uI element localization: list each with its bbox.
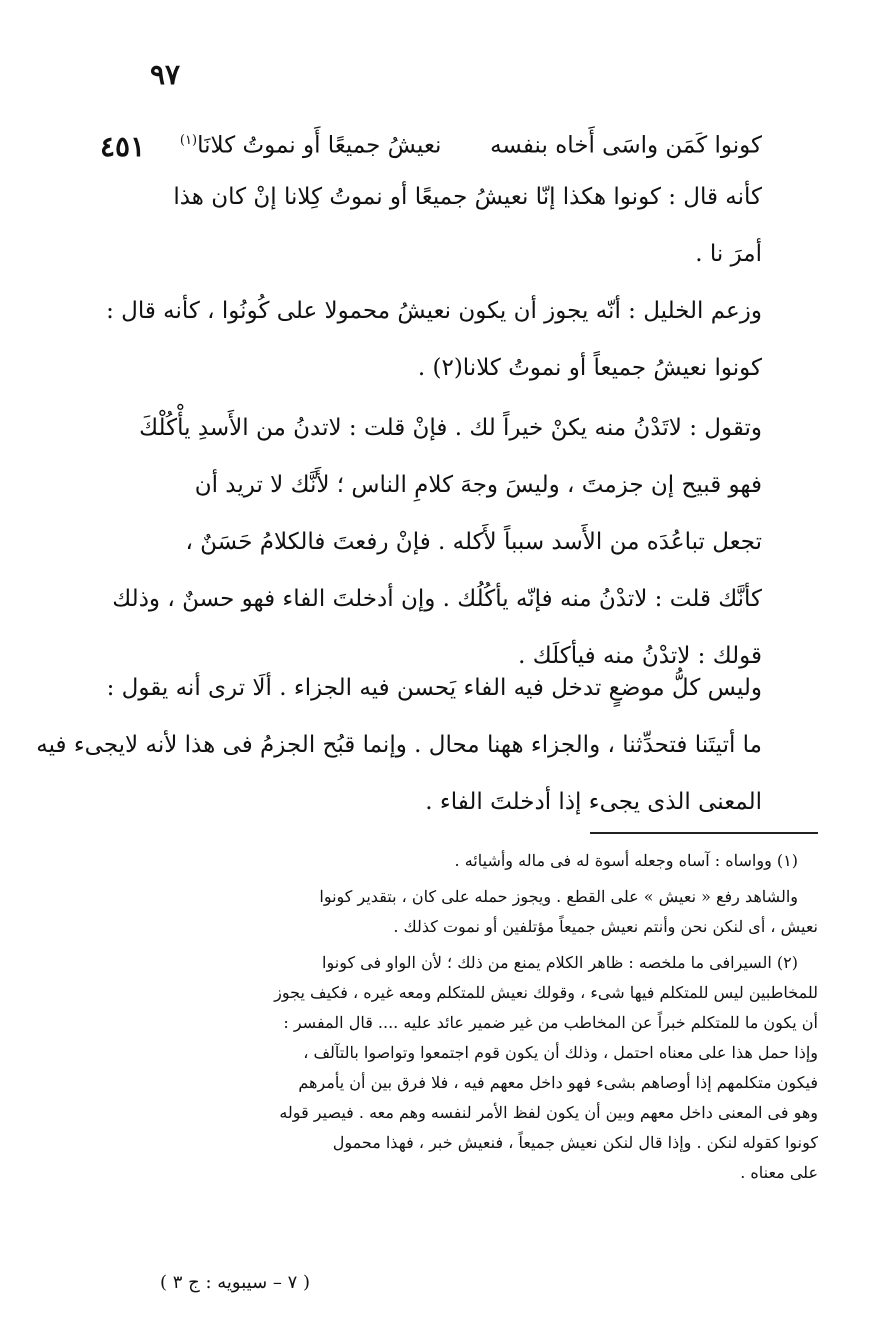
paragraph-line: وتقول : لاتَدْنُ منه يكنْ خيراً لك . فإنْ قلت : لاتدنُ من الأَسدِ يأْكُلْكَ <box>139 415 762 441</box>
paragraph-line: كونوا نعيشُ جميعاً أو نموتُ كلانا(٢) . <box>417 355 762 381</box>
page-footer-signature: ( ٧ – سيبويه : ج ٣ ) <box>160 1272 311 1293</box>
paragraph-line: المعنى الذى يجىء إذا أدخلتَ الفاء . <box>425 789 762 815</box>
paragraph-line: ما أتيتَنا فتحدِّثنا ، والجزاء ههنا محال . وإنما قبُح الجزمُ فى هذا لأنه لايجىء فيه <box>36 732 762 758</box>
footnote-line: كونوا كقوله لنكن . وإذا قال لنكن نعيش جميعاً ، فنعيش خبر ، فهذا محمول <box>332 1133 818 1152</box>
paragraph-line: أمرَ نا . <box>695 241 762 267</box>
paragraph-1 <box>150 169 762 283</box>
paragraph-4 <box>36 660 762 831</box>
footnote-line: على معناه . <box>740 1163 818 1182</box>
paragraph-line: قولك : لاتدْنُ منه فيأكلَك . <box>518 643 762 669</box>
page-number: ٩٧ <box>150 58 181 91</box>
paragraph-2 <box>106 283 762 397</box>
footnotes <box>150 846 818 1188</box>
verse-second-hemistich: نعيشُ جميعًا أَو نموتُ كلانَا <box>197 132 442 159</box>
verse-footnote-marker: (١) <box>179 133 198 148</box>
footnote-line: (٢) السيرافى ما ملخصه : ظاهر الكلام يمنع من ذلك ؛ لأن الواو فى كونوا <box>322 953 798 972</box>
verse-first-hemistich: كونوا كَمَن واسَى أَخاه بنفسه <box>490 132 762 159</box>
footnote-line: وإذا حمل هذا على معناه احتمل ، وذلك أن يكون قوم اجتمعوا وتواصوا بالتآلف ، <box>303 1043 818 1062</box>
verse-block <box>150 112 762 169</box>
footnote-divider <box>590 832 818 834</box>
paragraph-line: كأنه قال : كونوا هكذا إنّا نعيشُ جميعًا أو نموتُ كِلانا إنْ كان هذا <box>173 184 762 210</box>
footnote-line: أن يكون ما للمتكلم خبراً عن المخاطب من غير ضمير عائد عليه .... قال المفسر : <box>283 1013 818 1032</box>
footnote-line: والشاهد رفع « نعيش » على القطع . ويجوز حمله على كان ، بتقدير كونوا <box>319 887 798 906</box>
paragraph-3 <box>112 400 762 685</box>
verse-line <box>150 112 762 169</box>
paragraph-line: فهو قبيح إن جزمتَ ، وليسَ وجهَ كلامِ الناس ؛ لأَنَّك لا تريد أن <box>194 472 762 498</box>
paragraph-line: وزعم الخليل : أنّه يجوز أن يكون نعيشُ محمولا على كُونُوا ، كأنه قال : <box>106 298 762 324</box>
footnote-line: وهو فى المعنى داخل معهم وبين أن يكون لفظ الأمر لنفسه وهم معه . فيصير قوله <box>279 1103 818 1122</box>
footnote-line: نعيش ، أى لنكن نحن وأنتم نعيش جميعاً مؤتلفين أو نموت كذلك . <box>393 917 818 936</box>
footnote-line: للمخاطبين ليس للمتكلم فيها شىء ، وقولك نعيش للمتكلم ومعه غيره ، فكيف يجوز <box>274 983 818 1002</box>
paragraph-line: كأنَّك قلت : لاتدْنُ منه فإنّه يأكُلُك . وإن أدخلتَ الفاء فهو حسنٌ ، وذلك <box>112 586 762 612</box>
footnote-line: فيكون متكلمهم إذا أوصاهم بشىء فهو داخل معهم فيه ، فلا فرق بين أن يأمرهم <box>298 1073 818 1092</box>
paragraph-line: تجعل تباعُدَه من الأَسد سبباً لأَكله . فإنْ رفعتَ فالكلامُ حَسَنٌ ، <box>185 529 762 555</box>
footnote-line: (١) وواساه : آساه وجعله أسوة له فى ماله وأشيائه . <box>454 851 798 870</box>
margin-reference-number: ٤٥١ <box>100 130 146 163</box>
paragraph-line: وليس كلُّ موضعٍ تدخل فيه الفاء يَحسن فيه الجزاء . ألَا ترى أنه يقول : <box>106 675 762 701</box>
